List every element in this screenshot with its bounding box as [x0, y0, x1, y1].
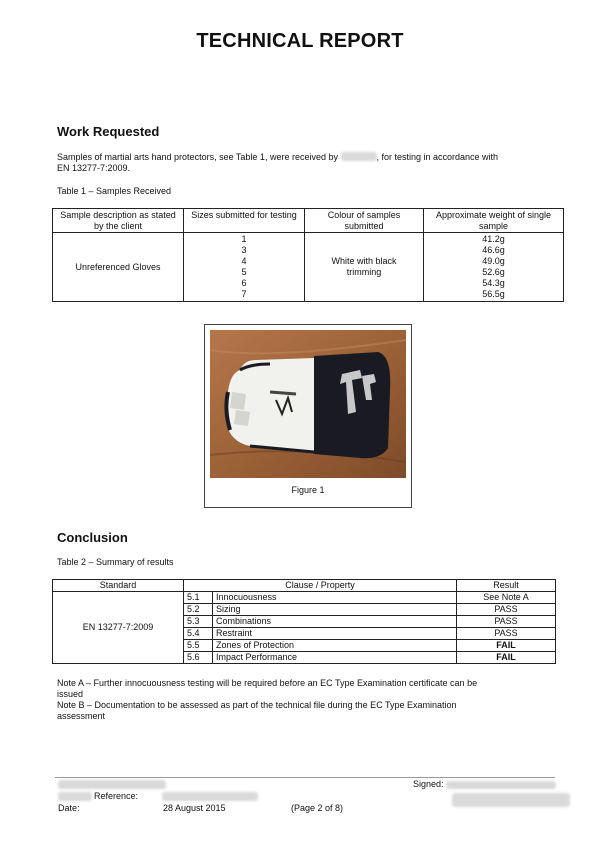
weight-value: 56.5g: [482, 289, 505, 299]
size-value: 3: [241, 245, 247, 255]
clause-property: Restraint: [213, 628, 457, 640]
weight-value: 46.6g: [482, 245, 505, 255]
date-label: Date:: [58, 803, 80, 813]
weights-cell: [424, 233, 564, 302]
table1-header-weight: Approximate weight of single sample: [424, 209, 564, 233]
size-value: 4: [241, 256, 247, 266]
redacted-client-name: [341, 152, 377, 161]
table1-header-sizes: Sizes submitted for testing: [184, 209, 305, 233]
figure-frame: [204, 324, 412, 508]
table1-header-row: [53, 209, 564, 233]
glove-photo: [210, 330, 406, 478]
result-cell: PASS: [457, 604, 556, 616]
table2-header-clause: Clause / Property: [184, 580, 457, 592]
clause-number: 5.1: [184, 592, 213, 604]
conclusion-heading: Conclusion: [57, 530, 128, 545]
redacted-stamp: [452, 793, 570, 807]
work-requested-heading: Work Requested: [57, 124, 160, 139]
size-value: 5: [241, 267, 247, 277]
redacted-footer-field: [58, 780, 166, 789]
table1-header-colour: Colour of samples submitted: [305, 209, 424, 233]
footer-rule: [55, 777, 555, 778]
samples-table: [52, 208, 564, 302]
table1-header-description: Sample description as stated by the client: [53, 209, 184, 233]
note-b-line1: Note B – Documentation to be assessed as part of the technical file during the EC Type Examination: [57, 700, 457, 710]
clause-property: Sizing: [213, 604, 457, 616]
clause-number: 5.4: [184, 628, 213, 640]
notes-block: [57, 678, 557, 722]
results-table: [52, 579, 556, 664]
weight-value: 49.0g: [482, 256, 505, 266]
signed-label: Signed:: [413, 779, 444, 789]
note-b-line2: assessment: [57, 711, 106, 721]
work-line2: EN 13277-7:2009.: [57, 163, 131, 173]
table-row: [53, 592, 556, 604]
note-a-line1: Note A – Further innocuousness testing will be required before an EC Type Examination certificate can be: [57, 678, 478, 688]
weight-value: 52.6g: [482, 267, 505, 277]
result-cell: See Note A: [457, 592, 556, 604]
redacted-signature: [446, 781, 556, 789]
clause-number: 5.5: [184, 640, 213, 652]
standard-cell: EN 13277-7:2009: [53, 592, 184, 664]
work-line1-pre: Samples of martial arts hand protectors, see Table 1, were received by: [57, 152, 338, 162]
note-a-line2: issued: [57, 689, 84, 699]
weight-value: 41.2g: [482, 234, 505, 244]
clause-number: 5.6: [184, 652, 213, 664]
table2-header-standard: Standard: [53, 580, 184, 592]
redacted-footer-prefix: [58, 792, 92, 801]
clause-property: Combinations: [213, 616, 457, 628]
reference-label: Reference:: [94, 791, 139, 801]
size-value: 1: [241, 234, 247, 244]
work-line1-post: , for testing in accordance with: [376, 152, 499, 162]
result-cell-fail: FAIL: [457, 652, 556, 664]
result-cell-fail: FAIL: [457, 640, 556, 652]
clause-property: Impact Performance: [213, 652, 457, 664]
sizes-cell: [184, 233, 305, 302]
report-title: TECHNICAL REPORT: [196, 30, 404, 52]
page-number: (Page 2 of 8): [291, 803, 344, 813]
clause-number: 5.3: [184, 616, 213, 628]
table1-data-row: [53, 233, 564, 302]
clause-property: Zones of Protection: [213, 640, 457, 652]
result-cell: PASS: [457, 628, 556, 640]
clause-number: 5.2: [184, 604, 213, 616]
date-value: 28 August 2015: [163, 803, 226, 813]
figure-caption: Figure 1: [291, 485, 325, 495]
clause-property: Innocuousness: [213, 592, 457, 604]
result-cell: PASS: [457, 616, 556, 628]
table2-caption: Table 2 – Summary of results: [57, 557, 174, 567]
sample-description: Unreferenced Gloves: [53, 233, 184, 302]
table2-header-result: Result: [457, 580, 556, 592]
weight-value: 54.3g: [482, 278, 505, 288]
size-value: 6: [241, 278, 247, 288]
redacted-reference: [162, 792, 258, 801]
size-value: 7: [241, 289, 247, 299]
table1-caption: Table 1 – Samples Received: [57, 186, 172, 196]
colour-cell: White with black trimming: [305, 233, 424, 302]
table2-header-row: [53, 580, 556, 592]
work-requested-paragraph: [57, 152, 557, 174]
